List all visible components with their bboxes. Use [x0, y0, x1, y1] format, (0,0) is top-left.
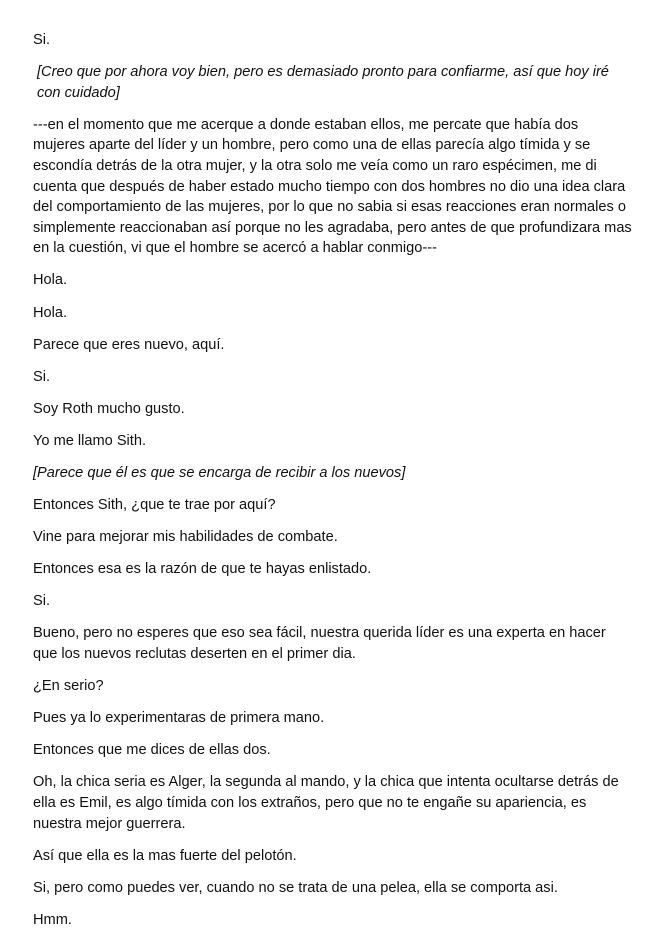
paragraph-si-2: Si. — [33, 368, 51, 385]
paragraph-thought-cuidado: [Creo que por ahora voy bien, pero es demasiado pronto para confiarme, así que hoy iré con cuidado] — [37, 64, 609, 101]
paragraph-narration: ---en el momento que me acerque a donde estaban ellos, me percate que había dos mujeres aparte del líder y un hombre, pero como una de ellas parecía algo tímida y se escondía detrás de la otra mujer, y la otra solo me veía como un raro espécimen, me di cuenta que después de haber estado mucho tiempo con dos hombres no dio una idea clara del comportamiento de las mujeres, por lo que no sabia si esas reacciones eran normales o simplemente reaccionaban así porque no les agradaba, pero antes de que profundizara mas en la cuestión, vi que el hombre se acercó a hablar conmigo--- — [33, 116, 632, 257]
paragraph-hola-2: Hola. — [33, 304, 68, 321]
paragraph-se-comporta: Si, pero como puedes ver, cuando no se trata de una pelea, ella se comporta asi. — [33, 879, 558, 896]
paragraph-thought-nuevos: [Parece que él es que se encarga de recibir a los nuevos] — [33, 465, 406, 481]
paragraph-soy-roth: Soy Roth mucho gusto. — [33, 400, 185, 417]
paragraph-en-serio: ¿En serio? — [33, 678, 104, 695]
paragraph-eres-nuevo: Parece que eres nuevo, aquí. — [33, 336, 225, 353]
paragraph-que-te-trae: Entonces Sith, ¿que te trae por aquí? — [33, 497, 276, 514]
paragraph-hmm: Hmm. — [33, 911, 72, 928]
paragraph-mas-fuerte: Así que ella es la mas fuerte del pelotón. — [33, 847, 297, 864]
paragraph-hola-1: Hola. — [33, 272, 68, 289]
paragraph-alger-emil: Oh, la chica seria es Alger, la segunda al mando, y la chica que intenta ocultarse detrás de ella es Emil, es algo tímida con los extraños, pero que no te engañe su apariencia, es nuestra mejor guerrera. — [33, 774, 619, 832]
paragraph-si-1: Si. — [33, 32, 51, 48]
paragraph-razon-enlistado: Entonces esa es la razón de que te hayas enlistado. — [33, 561, 372, 578]
paragraph-ellas-dos: Entonces que me dices de ellas dos. — [33, 742, 271, 759]
paragraph-si-3: Si. — [33, 593, 51, 610]
paragraph-me-llamo-sith: Yo me llamo Sith. — [33, 432, 147, 449]
paragraph-primera-mano: Pues ya lo experimentaras de primera mano. — [33, 710, 325, 727]
paragraph-bueno-lider: Bueno, pero no esperes que eso sea fácil, nuestra querida líder es una experta en hacer que los nuevos reclutas deserten en el primer dia. — [33, 625, 606, 663]
paragraph-vine-para: Vine para mejorar mis habilidades de combate. — [33, 529, 338, 546]
